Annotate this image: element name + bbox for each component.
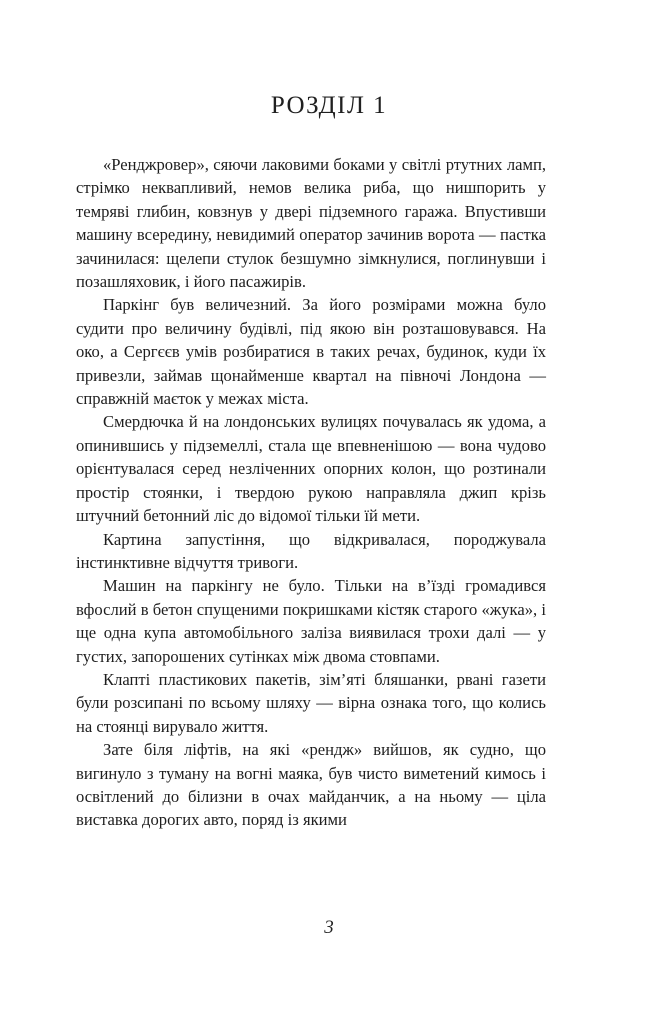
paragraph: Картина запустіння, що відкривалася, породжувала інстинктивне відчуття тривоги. [76,529,546,572]
paragraph: Зате біля ліфтів, на які «рендж» вийшов, як судно, що вигинуло з туману на вогні маяка, був чисто виметений кимось і освітлений до білизни в очах майданчик, а на ньому — ціла виставка дорогих авто, поряд із якими [76,740,546,830]
body-text [76,153,546,832]
paragraph: Машин на паркінгу не було. Тільки на в’їзді громадився вфослий в бетон спущеними покришками кістяк старого «жука», і ще одна купа автомобільного заліза виявилася трохи далі — у густих, запорошених сутінках між двома стовпами. [76,576,546,666]
paragraph: «Ренджровер», сяючи лаковими боками у світлі ртутних ламп, стрімко неквапливий, немов велика риба, що нишпорить у темряві глибин, ковзнув у двері підземного гаража. Впустивши машину всередину, невидимий оператор зачинив ворота — пастка зачинилася: щелепи стулок безшумно зімкнулися, поглинувши і позашляховик, і його пасажирів. [76,155,546,292]
paragraph: Паркінг був величезний. За його розмірами можна було судити про величину будівлі, під якою він розташовувався. На око, а Сергєєв умів розбиратися в таких речах, будинок, куди їх привезли, займав щонайменше квартал на півночі Лондона — справжній маєток у межах міста. [76,295,546,409]
paragraph: Смердючка й на лондонських вулицях почувалась як удома, а опинившись у підземеллі, стала ще впевненішою — вона чудово орієнтувалася серед незліченних опорних колон, що розтинали простір стоянки, і твердою рукою направляла джип крізь штучний бетонний ліс до відомої тільки їй мети. [76,412,546,526]
page-number: 3 [324,917,334,938]
paragraph: Клапті пластикових пакетів, зім’яті бляшанки, рвані газети були розсипані по всьому шляху — вірна ознака того, що колись на стоянці вирувало життя. [76,669,546,736]
chapter-title: РОЗДІЛ 1 [270,92,388,119]
